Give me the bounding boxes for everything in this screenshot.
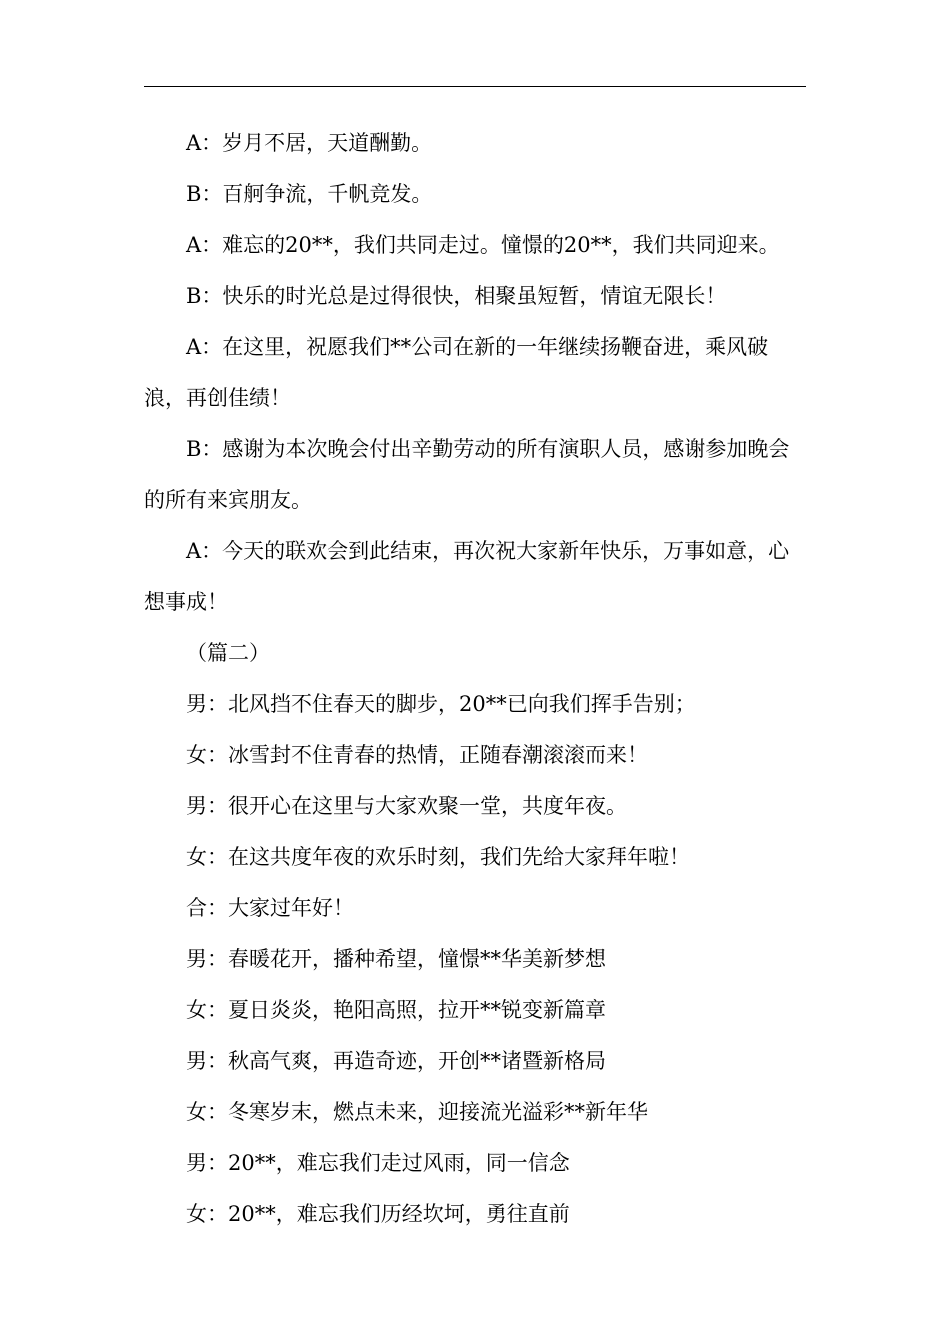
document-body (144, 118, 806, 1240)
paragraph-a-4: A：今天的联欢会到此结束，再次祝大家新年快乐，万事如意，心想事成！ (144, 539, 790, 614)
paragraph-female-4: 女：冬寒岁末，燃点未来，迎接流光溢彩**新年华 (186, 1100, 648, 1124)
paragraph-a-1: A：岁月不居，天道酬勤。 (186, 131, 433, 155)
paragraph-female-3: 女：夏日炎炎，艳阳高照，拉开**锐变新篇章 (186, 998, 606, 1022)
paragraph-male-1: 男：北风挡不住春天的脚步，20**已向我们挥手告别； (186, 692, 696, 716)
paragraph-a-2: A：难忘的20**，我们共同走过。憧憬的20**，我们共同迎来。 (186, 233, 780, 257)
section-heading: （篇二） (186, 641, 270, 665)
paragraph-b-3: B：感谢为本次晚会付出辛勤劳动的所有演职人员，感谢参加晚会的所有来宾朋友。 (144, 437, 790, 512)
paragraph-b-1: B：百舸争流，千帆竞发。 (186, 182, 433, 206)
paragraph-male-4: 男：秋高气爽，再造奇迹，开创**诸暨新格局 (186, 1049, 606, 1073)
paragraph-male-5: 男：20**，难忘我们走过风雨，同一信念 (186, 1151, 570, 1175)
paragraph-b-2: B：快乐的时光总是过得很快，相聚虽短暂，情谊无限长！ (186, 284, 727, 308)
header-rule (144, 86, 806, 87)
paragraph-a-3: A：在这里，祝愿我们**公司在新的一年继续扬鞭奋进，乘风破浪，再创佳绩！ (144, 335, 769, 410)
paragraph-female-5: 女：20**，难忘我们历经坎坷，勇往直前 (186, 1202, 570, 1226)
paragraph-together: 合：大家过年好！ (186, 896, 354, 920)
paragraph-female-1: 女：冰雪封不住青春的热情，正随春潮滚滚而来！ (186, 743, 648, 767)
paragraph-male-3: 男：春暖花开，播种希望，憧憬**华美新梦想 (186, 947, 606, 971)
paragraph-male-2: 男：很开心在这里与大家欢聚一堂，共度年夜。 (186, 794, 627, 818)
paragraph-female-2: 女：在这共度年夜的欢乐时刻，我们先给大家拜年啦！ (186, 845, 690, 869)
